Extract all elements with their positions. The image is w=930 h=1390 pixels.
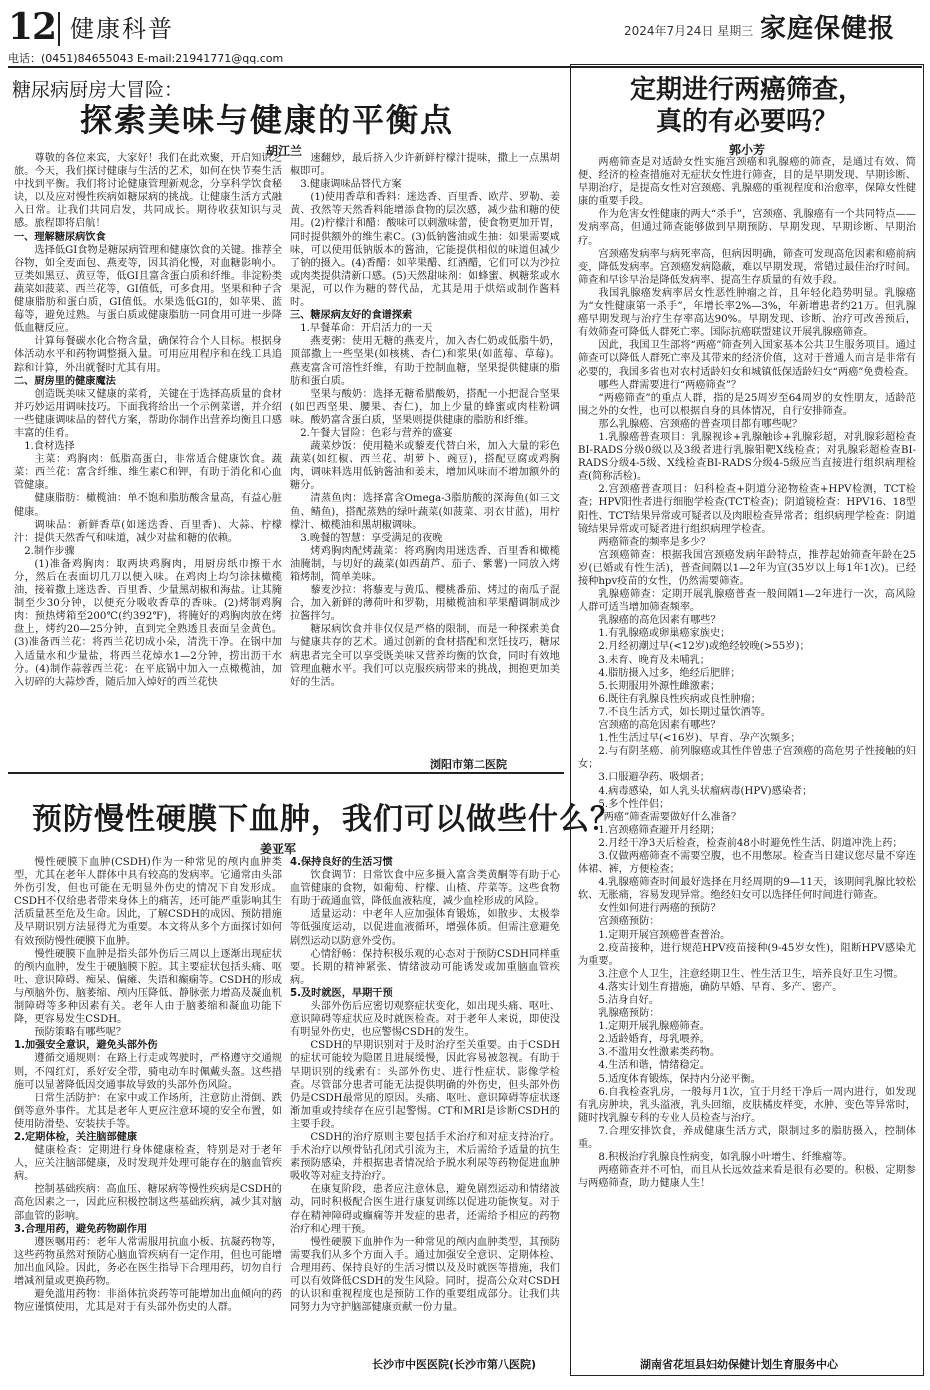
article1-column-1 bbox=[14, 152, 282, 764]
paragraph: 6.自我检查乳房，一般每月1次，宜于月经干净后一周内进行，如发现有乳房肿块，乳头溢液，乳头回缩，皮肤橘皮样变，水肿、变色等异常时，随时找乳腺专科的专业人员检查与治疗。 bbox=[578, 1086, 916, 1124]
paragraph: 3.注意个人卫生，注意经期卫生、性生活卫生，培养良好卫生习惯。 bbox=[598, 968, 904, 980]
paragraph: (1)准备鸡胸肉：取两块鸡胸肉，用厨房纸巾擦干水分，然后在表面切几刀以便入味。在鸡肉上均匀涂抹橄榄油，接着撒上迷迭香、百里香、少量黑胡椒和海盐。让其腌制至少30分钟，以便充分吸收香草的香味。(2)烤制鸡胸肉：预热烤箱至200℃(约392℉)，将腌好的鸡胸肉放在烤盘上，烤约20—25分钟，直到完全熟透且表面呈金黄色。(3)准备西兰花：将西兰花切成小朵，清洗干净。在锅中加入适量水和少量盐，将西兰花焯水1—2分钟，捞出沥干水分。(4)制作蒜蓉西兰花：在平底锅中加入一点橄榄油，加入切碎的大蒜炒香，随后加入焯好的西兰花快 bbox=[14, 558, 282, 688]
article2-source: 长沙市中医医院(长沙市第八医院) bbox=[372, 1358, 537, 1371]
paper-name: 家庭保健报 bbox=[760, 14, 896, 44]
paragraph: CSDH的治疗原则主要包括手术治疗和对症支持治疗。手术治疗以颅骨钻孔闭式引流为主，术后需给予适量的抗生素预防感染，并根据患者情况给予脱水利尿等药物促进血肿吸收等对症支持治疗。 bbox=[290, 1131, 560, 1183]
minor-heading: 3.晚餐的智慧：享受满足的夜晚 bbox=[300, 532, 443, 544]
masthead-divider bbox=[58, 12, 60, 46]
paragraph: 糖尿病饮食并非仅仅是严格的限制，而是一种探索美食与健康共存的艺术。通过创新的食材搭配和烹饪技巧，糖尿病患者完全可以享受既美味又营养均衡的饮食，同时有效地管理血糖水平。我们可以克服疾病带来的挑战，拥抱更加美好的生活。 bbox=[290, 624, 560, 688]
section-title: 健康科普 bbox=[70, 15, 174, 43]
paragraph: 调味品：新鲜香草(如迷迭香、百里香)、大蒜、柠檬汁：提供天然香气和味道，减少对盐和糖的依赖。 bbox=[14, 519, 282, 544]
paragraph: 蔬菜炒饭：使用糙米或藜麦代替白米，加入大量的彩色蔬菜(如红椒、西兰花、胡萝卜、豌豆)，搭配豆腐或鸡胸肉，调味料选用低钠酱油和姜末，增加风味而不增加额外的糖分。 bbox=[290, 441, 560, 492]
paragraph: 乳腺癌预防： bbox=[598, 1008, 660, 1020]
paragraph: 健康检查：定期进行身体健康检查，特别是对于老年人，应关注脑部健康，及时发现并处理可能存在的脑血管疾病。 bbox=[14, 1145, 282, 1183]
paragraph: 乳腺癌筛查：定期开展乳腺癌普查一般间隔1—2年进行一次，高风险人群可适当增加筛查频率。 bbox=[578, 589, 916, 614]
paragraph: 3.未育、晚育及未哺乳； bbox=[598, 654, 710, 666]
paragraph: 2.宫颈癌普查项目：妇科检查+阴道分泌物检查+HPV检测，TCT检查；HPV阳性者进行细胞学检查(TCT检查)；阴道镜检查：HPV16、18型阳性、TCT结果异常或可疑者以及肉眼检查异常者；组织病理学检查：阴道镜结果异常或可疑者进行组织病理学检查。 bbox=[578, 484, 916, 535]
paragraph: 尊敬的各位来宾，大家好！我们在此欢聚，开启知识之旅。今天，我们探讨健康与生活的艺术，如何在快节奏生活中找到平衡。我们将讨论健康管理新观念，分享科学饮食秘诀，以及应对慢性疾病如糖尿病的挑战。让健康生活方式融入日常。让我们共同启发，共同成长。期待收获知识与灵感。旅程即将启航！ bbox=[14, 153, 282, 230]
minor-heading: 1.早餐革命：开启活力的一天 bbox=[300, 323, 433, 335]
paragraph: 4.病毒感染，如人乳头状瘤病毒(HPV)感染者； bbox=[598, 785, 813, 797]
paragraph: 4.落实计划生育措施，确防早婚、早育、多产、密产。 bbox=[598, 981, 843, 993]
paragraph: 2.月经干净3天后检查，检查前48小时避免性生活、阴道冲洗上药； bbox=[598, 837, 903, 849]
paragraph: “两癌”筛查需要做好什么准备？ bbox=[598, 811, 742, 823]
paragraph: 4.脂肪摄入过多，绝经后肥胖； bbox=[598, 667, 741, 679]
paragraph: 2.与有阴茎癌、前列腺癌或其性伴曾患子宫颈癌的高危男子性接触的妇女； bbox=[578, 746, 916, 771]
paragraph: 健康脂肪：橄榄油：单不饱和脂肪酸含量高，有益心脏健康。 bbox=[14, 493, 282, 518]
paragraph: 4.乳腺癌筛查时间最好选择在月经周期的9—11天，该期间乳腺比较松软、无胀痛，容易发现异常。绝经妇女可以选择任何时间进行筛查。 bbox=[578, 877, 916, 902]
paragraph: 女性如何进行两癌的预防？ bbox=[598, 903, 721, 915]
article1-source: 浏阳市第二医院 bbox=[430, 758, 507, 771]
article3-title-line1: 定期进行两癌筛查， bbox=[629, 75, 864, 105]
paragraph: 5.多个性伴侣； bbox=[598, 798, 670, 810]
paragraph: 选择低GI食物是糖尿病管理和健康饮食的关键。推荐全谷物，如全麦面包、燕麦等，因其消化慢，对血糖影响小。豆类如黑豆、黄豆等，低GI且富含蛋白质和纤维。非淀粉类蔬菜如菠菜、西兰花等，GI值低，可多食用。坚果和种子含健康脂肪和蛋白质，GI值低。水果选低GI的，如苹果、蓝莓等，避免过熟。与蛋白质或健康脂肪一同食用可进一步降低血糖反应。 bbox=[14, 244, 282, 335]
paragraph: 宫颈癌筛查：根据我国宫颈癌发病年龄特点，推荐起始筛查年龄在25岁(已婚或有性生活)，普查间隔以1—2年为宜(35岁以上每1年1次)。已经接种hpv疫苗的女性，仍然需要筛查。 bbox=[578, 549, 916, 587]
article3-body bbox=[578, 156, 916, 1354]
paragraph: 两癌筛查是对适龄女性实施宫颈癌和乳腺癌的筛查，是通过有效、简便、经济的检查措施对无症状女性进行筛查，目的是早期发现、早期诊断、早期治疗，是提高女性对宫颈癌、乳腺癌的重视程度和治愈率，保障女性健康的重要手段。 bbox=[578, 157, 916, 208]
paragraph: 4.生活和谐，情绪稳定。 bbox=[598, 1060, 710, 1072]
paragraph: 宫颈癌的高危因素有哪些？ bbox=[598, 720, 721, 732]
paragraph: 控制基础疾病：高血压、糖尿病等慢性疾病是CSDH的高危因素之一，因此应积极控制这些基础疾病，减少其对脑部血管的影响。 bbox=[14, 1184, 282, 1222]
article1-column-2 bbox=[290, 152, 560, 747]
paragraph: 2.疫苗接种，进行规范HPV疫苗接种(9-45岁女性)，阻断HPV感染尤为重要。 bbox=[578, 942, 916, 967]
article2-author: 姜亚军 bbox=[260, 842, 297, 856]
paragraph: 宫颈癌预防： bbox=[598, 916, 660, 928]
paragraph: 速翻炒，最后挤入少许新鲜柠檬汁提味，撒上一点黑胡椒即可。 bbox=[290, 153, 560, 178]
paragraph: 适量运动：中老年人应加强体育锻炼，如散步、太极拳等低强度运动，以促进血液循环，增强体质。但需注意避免剧烈运动以防意外受伤。 bbox=[290, 909, 560, 947]
subheading: 2.定期体检，关注脑部健康 bbox=[14, 1131, 138, 1143]
paragraph: 2.月经初潮过早(<12岁)或绝经较晚(>55岁)； bbox=[598, 641, 810, 653]
paragraph: 慢性硬膜下血肿(CSDH)作为一种常见的颅内血肿类型，尤其在老年人群体中具有较高的发病率。它通常由头部外伤引发，但也可能在无明显外伤史的情况下自发形成。CSDH不仅给患者带来身体上的痛苦，还可能严重影响其生活质量甚至危及生命。因此，了解CSDH的成因、预防措施及早期识别方法显得尤为重要。本文将从多个方面探讨如何有效预防慢性硬膜下血肿。 bbox=[14, 857, 282, 947]
minor-heading: 1.食材选择 bbox=[24, 441, 75, 453]
paragraph: 慢性硬膜下血肿作为一种常见的颅内血肿类型，其预防需要我们从多个方面入手。通过加强安全意识、定期体检、合理用药、保持良好的生活习惯以及及时就医等措施，我们可以有效降低CSDH的发生风险。同时，提高公众对CSDH的认识和重视程度也是预防工作的重要组成部分。让我们共同努力为守护脑部健康贡献一份力量。 bbox=[290, 1236, 560, 1314]
paragraph: 5.长期服用外源性雌激素； bbox=[598, 680, 721, 692]
paragraph: 3.口服避孕药、吸烟者； bbox=[598, 772, 710, 784]
paragraph: 1.性生活过早(<16岁)、早育、孕产次频多； bbox=[598, 733, 801, 745]
paragraph: 1.宫颈癌筛查避开月经期； bbox=[598, 824, 721, 836]
article2-title: 预防慢性硬膜下血肿，我们可以做些什么？ bbox=[32, 802, 621, 837]
paragraph: 燕麦粥：使用无糖的燕麦片，加入杏仁奶或低脂牛奶，顶部撒上一些坚果(如核桃、杏仁)和浆果(如蓝莓、草莓)。燕麦富含可溶性纤维，有助于控制血糖，坚果提供健康的脂肪和蛋白质。 bbox=[290, 336, 560, 387]
subheading: 一、理解糖尿病饮食 bbox=[14, 231, 106, 243]
minor-heading: 2.午餐大冒险：色彩与营养的盛宴 bbox=[300, 427, 453, 439]
paragraph: 1.定期开展宫颈癌普查普治。 bbox=[598, 929, 731, 941]
subheading: 三、糖尿病友好的食谱探索 bbox=[290, 310, 413, 322]
paragraph: 两癌筛查的频率是多少？ bbox=[598, 536, 711, 548]
paragraph: 避免滥用药物：非甾体抗炎药等可能增加出血倾向的药物应谨慎使用，尤其是对于有头部外伤史的人群。 bbox=[14, 1289, 282, 1314]
paragraph: 创造既美味又健康的菜肴，关键在于选择高质量的食材并巧妙运用调味技巧。下面我将给出一个示例菜谱，并介绍一些健康调味品的替代方案，帮助你制作出营养均衡且口感丰富的佳肴。 bbox=[14, 388, 282, 439]
paragraph: 慢性硬膜下血肿是指头部外伤后三周以上逐渐出现症状的颅内血肿，发生于硬脑膜下腔。其主要症状包括头痛、呕吐、意识障碍、痴呆、偏瘫、失语和癫痫等。CSDH的形成与颅脑外伤、脑萎缩、颅内压降低、静脉张力增高及凝血机制障碍等多种因素有关。老年人由于脑萎缩和凝血功能下降，更容易发生CSDH。 bbox=[14, 948, 282, 1026]
paragraph: 1.有乳腺癌或卵巢癌家族史； bbox=[598, 628, 731, 640]
paragraph: 那么乳腺癌、宫颈癌的普查项目都有哪些呢？ bbox=[598, 418, 803, 430]
paragraph: 宫颈癌发病率与病死率高，但病因明确，筛查可发现高危因素和癌前病变，降低发病率。宫颈癌发病隐蔽，难以早期发现，常错过最佳治疗时间。筛查和早诊早治是降低发病率、提高生存质量的有效手段。 bbox=[578, 248, 916, 286]
paragraph: 3.仅做两癌筛查不需要空腹，也不用憋尿。检查当日建议您尽量不穿连体裙、裤，方便检查； bbox=[578, 850, 916, 876]
paragraph: CSDH的早期识别对于及时治疗至关重要。由于CSDH的症状可能较为隐匿且进展缓慢，因此容易被忽视。有助于早期识别的线索有：头部外伤史、进行性症状、影像学检查。尽管部分患者可能无法提供明确的外伤史，但头部外伤仍是CSDH最常见的原因。头痛、呕吐、意识障碍等症状逐渐加重或持续存在应引起警惕。CT和MRI是诊断CSDH的主要手段。 bbox=[290, 1040, 560, 1130]
article1-bottom-rule bbox=[8, 772, 564, 774]
paragraph: 2.适龄婚育，母乳喂养。 bbox=[598, 1034, 710, 1046]
paragraph: 预防策略有哪些呢？ bbox=[34, 1027, 127, 1039]
paragraph: 饮食调节：日常饮食中应多摄入富含类黄酮等有助于心血管健康的食物，如葡萄、柠檬、山楂、芹菜等。这些食物有助于疏通血管，降低血液粘度，减少血栓形成的风险。 bbox=[290, 870, 560, 908]
paragraph: 在康复阶段，患者应注意休息，避免剧烈运动和情绪波动，同时积极配合医生进行康复训练以促进功能恢复。对于存在精神障碍或癫痫等并发症的患者，还需给予相应的药物治疗和心理干预。 bbox=[290, 1184, 560, 1235]
paragraph: 坚果与酸奶：选择无糖希腊酸奶，搭配一小把混合坚果(如巴西坚果、腰果、杏仁)，加上少量的蜂蜜或肉桂粉调味。酸奶富含蛋白质，坚果则提供健康的脂肪和纤维。 bbox=[290, 388, 560, 426]
minor-heading: 2.制作步骤 bbox=[24, 545, 75, 557]
paragraph: 烤鸡胸肉配烤蔬菜：将鸡胸肉用迷迭香、百里香和橄榄油腌制，与切好的蔬菜(如西葫芦、茄子、紫薯)一同放入烤箱烤制，简单美味。 bbox=[290, 545, 560, 583]
subheading: 4.保持良好的生活习惯 bbox=[290, 857, 393, 868]
paragraph: 1.定期开展乳腺癌筛查。 bbox=[598, 1021, 710, 1033]
paragraph: 作为危害女性健康的两大“杀手”，宫颈癌、乳腺癌有一个共同特点——发病率高，但通过筛查能够做到早期预防、早期发现、早期诊断、早期治疗。 bbox=[578, 209, 916, 247]
paragraph: 主菜：鸡胸肉：低脂高蛋白，非常适合健康饮食。蔬菜：西兰花：富含纤维、维生素C和钾，有助于消化和心血管健康。 bbox=[14, 454, 282, 492]
article3-author: 郭小芳 bbox=[728, 143, 765, 157]
paragraph: 1.乳腺癌普查项目：乳腺视诊+乳腺触诊+乳腺彩超，对乳腺彩超检查BI-RADS分级0级以及3级者进行乳腺钼靶X线检查；对乳腺彩超检查BI-RADS分级4-5级、X线检查BI-RADS分级4-5级应当直接进行组织病理检查(简称活检)。 bbox=[578, 431, 916, 483]
paragraph: 因此，我国卫生部将“两癌”筛查列入国家基本公共卫生服务项目。通过筛查可以降低人群死亡率及其带来的经济价值，这对于普通人而言是非常有必要的，我国多省也对农村适龄妇女和城镇低保适龄妇女“两癌”免费检查。 bbox=[578, 340, 916, 378]
paragraph: 5.洁身自好。 bbox=[598, 995, 660, 1006]
paragraph: 乳腺癌的高危因素有哪些？ bbox=[598, 615, 721, 627]
subheading: 1.加强安全意识，避免头部外伤 bbox=[14, 1040, 158, 1052]
article3-source: 湖南省花垣县妇幼保健计划生育服务中心 bbox=[640, 1358, 838, 1371]
article3-title-line2: 真的有必要吗？ bbox=[655, 107, 838, 137]
subheading: 5.及时就医，早期干预 bbox=[290, 987, 393, 999]
paragraph: 我国乳腺癌发病率居女性恶性肿瘤之首，且年轻化趋势明显。乳腺癌为“女性健康第一杀手”，年增长率2%—3%，年新增患者约21万。但乳腺癌早期发现与治疗生存率高达90%。早期发现、诊断、治疗可改善预后，有效筛查可降低人群死亡率。国际抗癌联盟建议开展乳腺癌筛查。 bbox=[578, 287, 916, 339]
subheading: 3.合理用药，避免药物副作用 bbox=[14, 1223, 148, 1235]
minor-heading: 3.健康调味品替代方案 bbox=[300, 179, 402, 191]
paragraph: 头部外伤后应密切观察症状变化，如出现头痛、呕吐、意识障碍等症状应及时就医检查。对于老年人来说，即使没有明显外伤史，也应警惕CSDH的发生。 bbox=[290, 1001, 560, 1039]
article2-column-1 bbox=[14, 856, 282, 1371]
paragraph: 日常生活防护：在家中或工作场所，注意防止滑倒、跌倒等意外事件。尤其是老年人更应注意环境的安全布置，如使用防滑垫、安装扶手等。 bbox=[14, 1092, 282, 1130]
article1-title: 探索美味与健康的平衡点 bbox=[80, 101, 455, 139]
paragraph: 哪些人群需要进行“两癌筛查”？ bbox=[598, 379, 742, 391]
subheading: 二、厨房里的健康魔法 bbox=[14, 375, 116, 387]
paragraph: 计算每餐碳水化合物含量，确保符合个人目标。根据身体活动水平和药物调整摄入量。可用应用程序和在线工具追踪和计算，外出就餐时尤其有用。 bbox=[14, 336, 282, 374]
article2-column-2 bbox=[290, 856, 560, 1356]
paragraph: 遵循交通规则：在路上行走或驾驶时，严格遵守交通规则，不闯红灯，系好安全带，骑电动车时佩戴头盔。这些措施可以显著降低因交通事故导致的头部外伤风险。 bbox=[14, 1053, 282, 1091]
page-number: 12 bbox=[8, 6, 57, 48]
paragraph: 藜麦沙拉：将藜麦与黄瓜、樱桃番茄、烤过的南瓜子混合，加入新鲜的薄荷叶和罗勒，用橄榄油和苹果醋调制成沙拉酱拌匀。 bbox=[290, 585, 560, 623]
article1-author: 胡江兰 bbox=[266, 144, 303, 158]
paragraph: 心情舒畅：保持积极乐观的心态对于预防CSDH同样重要。长期的精神紧张、情绪波动可能诱发或加重脑血管疾病。 bbox=[290, 948, 560, 986]
paragraph: 遵医嘱用药：老年人常需服用抗血小板、抗凝药物等，这些药物虽然对预防心脑血管疾病有一定作用，但也可能增加出血风险。因此，务必在医生指导下合理用药，切勿自行增减剂量或更换药物。 bbox=[14, 1236, 282, 1287]
paragraph: 6.既往有乳腺良性疾病或良性肿瘤； bbox=[598, 693, 761, 705]
paragraph: 两癌筛查并不可怕，而且从长远效益来看是很有必要的。积极、定期参与两癌筛查，助力健康人生！ bbox=[578, 1165, 916, 1190]
issue-date: 2024年7月24日 星期三 bbox=[624, 24, 754, 38]
paragraph: (1)使用香草和香料：迷迭香、百里香、欧芹、罗勒、姜黄、孜然等天然香料能增添食物的层次感，减少盐和糖的使用。(2)柠檬汁和醋：酸味可以刺激味蕾，使食物更加开胃，同时提供额外的维生素C。(3)低钠酱油或生抽：如果需要咸味，可以使用低钠版本的酱油，它能提供相似的味道但减少了钠的摄入。(4)香醋：如苹果醋、红酒醋，它们可以为沙拉或肉类提供清新口感。(5)天然甜味剂：如蜂蜜、枫糖浆或水果泥，可以作为糖的替代品，尤其是用于烘焙或制作酱料时。 bbox=[290, 192, 560, 309]
paragraph: 3.不滥用女性激素类药物。 bbox=[598, 1047, 721, 1059]
paragraph: 5.适度体育锻炼，保持内分泌平衡。 bbox=[598, 1073, 761, 1085]
article1-kicker: 糖尿病厨房大冒险： bbox=[12, 79, 184, 101]
paragraph: 清蒸鱼肉：选择富含Omega-3脂肪酸的深海鱼(如三文鱼、鲭鱼)，搭配蒸熟的绿叶蔬菜(如菠菜、羽衣甘蓝)，用柠檬汁、橄榄油和黑胡椒调味。 bbox=[290, 493, 560, 531]
contact-line: 电话：(0451)84655043 E-mail:21941771@qq.com bbox=[8, 52, 284, 65]
paragraph: 8.积极治疗乳腺良性病变，如乳腺小叶增生、纤维瘤等。 bbox=[598, 1152, 853, 1164]
paragraph: 7.不良生活方式，如长期过量饮酒等。 bbox=[598, 706, 772, 718]
paragraph: “两癌筛查”的重点人群，指的是25周岁至64周岁的女性朋友，适龄范围之外的女性，也可以根据自身的具体情况，自行安排筛查。 bbox=[578, 392, 916, 417]
paragraph: 7.合理安排饮食，养成健康生活方式，限制过多的脂肪摄入，控制体重。 bbox=[578, 1125, 916, 1151]
